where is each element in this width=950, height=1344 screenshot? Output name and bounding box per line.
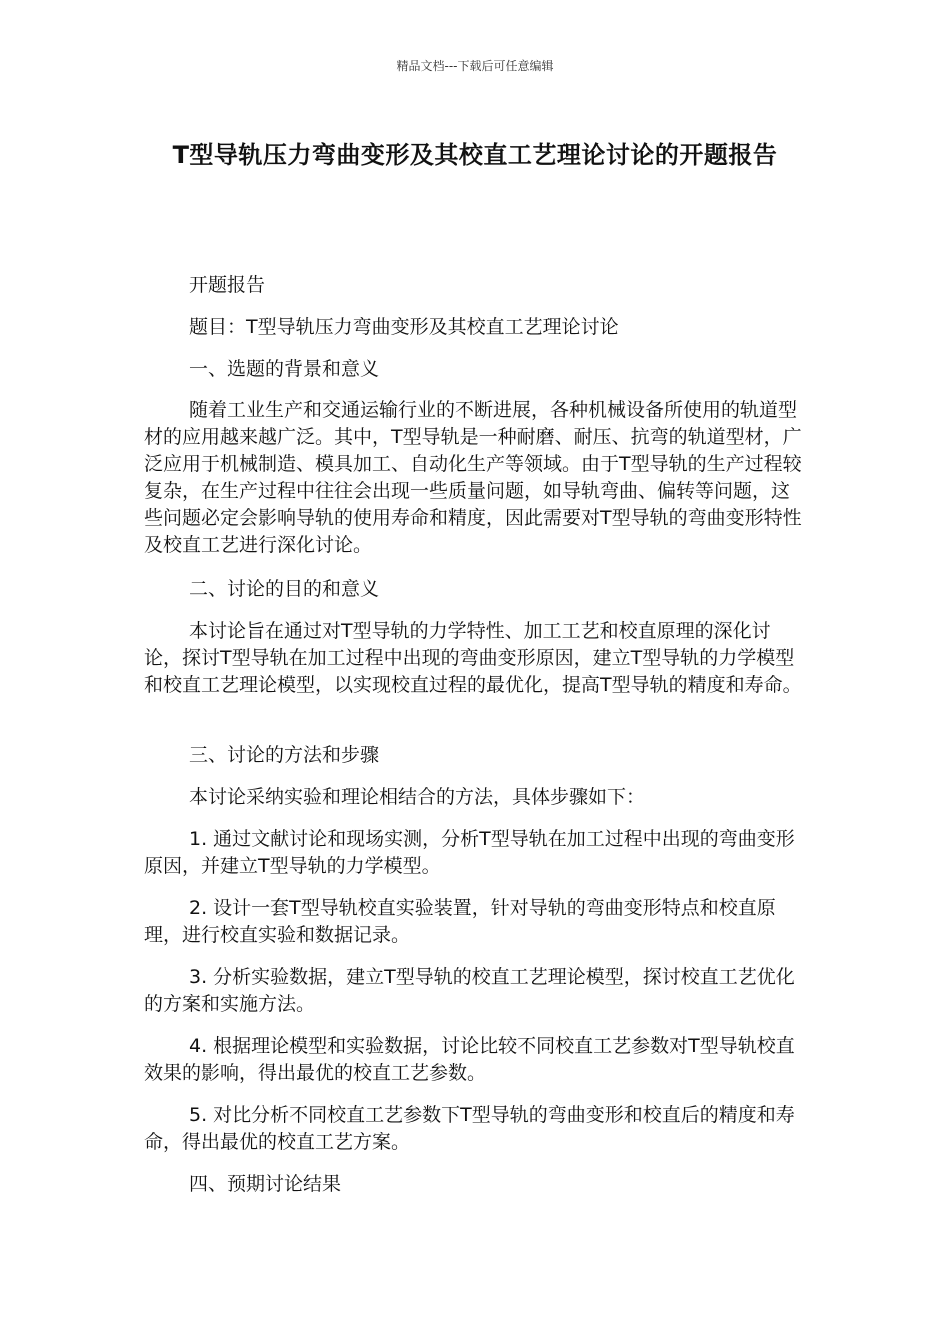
paragraph-text: 4. 根据理论模型和实验数据，讨论比较不同校直工艺参数对T型导轨校直效果的影响，得出最优的校直工艺参数。 — [144, 1035, 795, 1084]
list-item — [144, 895, 806, 949]
section-heading: 二、讨论的目的和意义 — [189, 578, 380, 600]
paragraph-text: 本讨论旨在通过对T型导轨的力学特性、加工工艺和校直原理的深化讨论，探讨T型导轨在加工过程中出现的弯曲变形原因，建立T型导轨的力学模型和校直工艺理论模型，以实现校直过程的最优化，提高T型导轨的精度和寿命。 — [144, 620, 802, 696]
body-paragraph: 开题报告 — [189, 274, 266, 296]
body-paragraph: 题目：T型导轨压力弯曲变形及其校直工艺理论讨论 — [189, 316, 619, 338]
list-item — [144, 1102, 806, 1156]
paragraph-text: 随着工业生产和交通运输行业的不断进展，各种机械设备所使用的轨道型材的应用越来越广泛。其中，T型导轨是一种耐磨、耐压、抗弯的轨道型材，广泛应用于机械制造、模具加工、自动化生产等领域。由于T型导轨的生产过程较复杂，在生产过程中往往会出现一些质量问题，如导轨弯曲、偏转等问题，这些问题必定会影响导轨的使用寿命和精度，因此需要对T型导轨的弯曲变形特性及校直工艺进行深化讨论。 — [144, 399, 802, 556]
list-item — [144, 826, 806, 880]
section-heading: 一、选题的背景和意义 — [189, 358, 380, 380]
list-item — [144, 964, 806, 1018]
page-header: 精品文档---下载后可任意编辑 — [396, 59, 554, 73]
paragraph-text: 1. 通过文献讨论和现场实测，分析T型导轨在加工过程中出现的弯曲变形原因，并建立T型导轨的力学模型。 — [144, 828, 795, 877]
list-item — [144, 1033, 806, 1087]
section-heading: 三、讨论的方法和步骤 — [189, 744, 380, 766]
body-paragraph — [144, 618, 806, 699]
body-paragraph — [144, 397, 806, 559]
paragraph-text: 5. 对比分析不同校直工艺参数下T型导轨的弯曲变形和校直后的精度和寿命，得出最优的校直工艺方案。 — [144, 1104, 795, 1153]
body-paragraph: 本讨论采纳实验和理论相结合的方法，具体步骤如下： — [189, 786, 646, 808]
section-heading: 四、预期讨论结果 — [189, 1173, 342, 1195]
paragraph-text: 2. 设计一套T型导轨校直实验装置，针对导轨的弯曲变形特点和校直原理，进行校直实验和数据记录。 — [144, 897, 776, 946]
document-title: T型导轨压力弯曲变形及其校直工艺理论讨论的开题报告 — [172, 141, 778, 169]
paragraph-text: 3. 分析实验数据，建立T型导轨的校直工艺理论模型，探讨校直工艺优化的方案和实施方法。 — [144, 966, 795, 1015]
